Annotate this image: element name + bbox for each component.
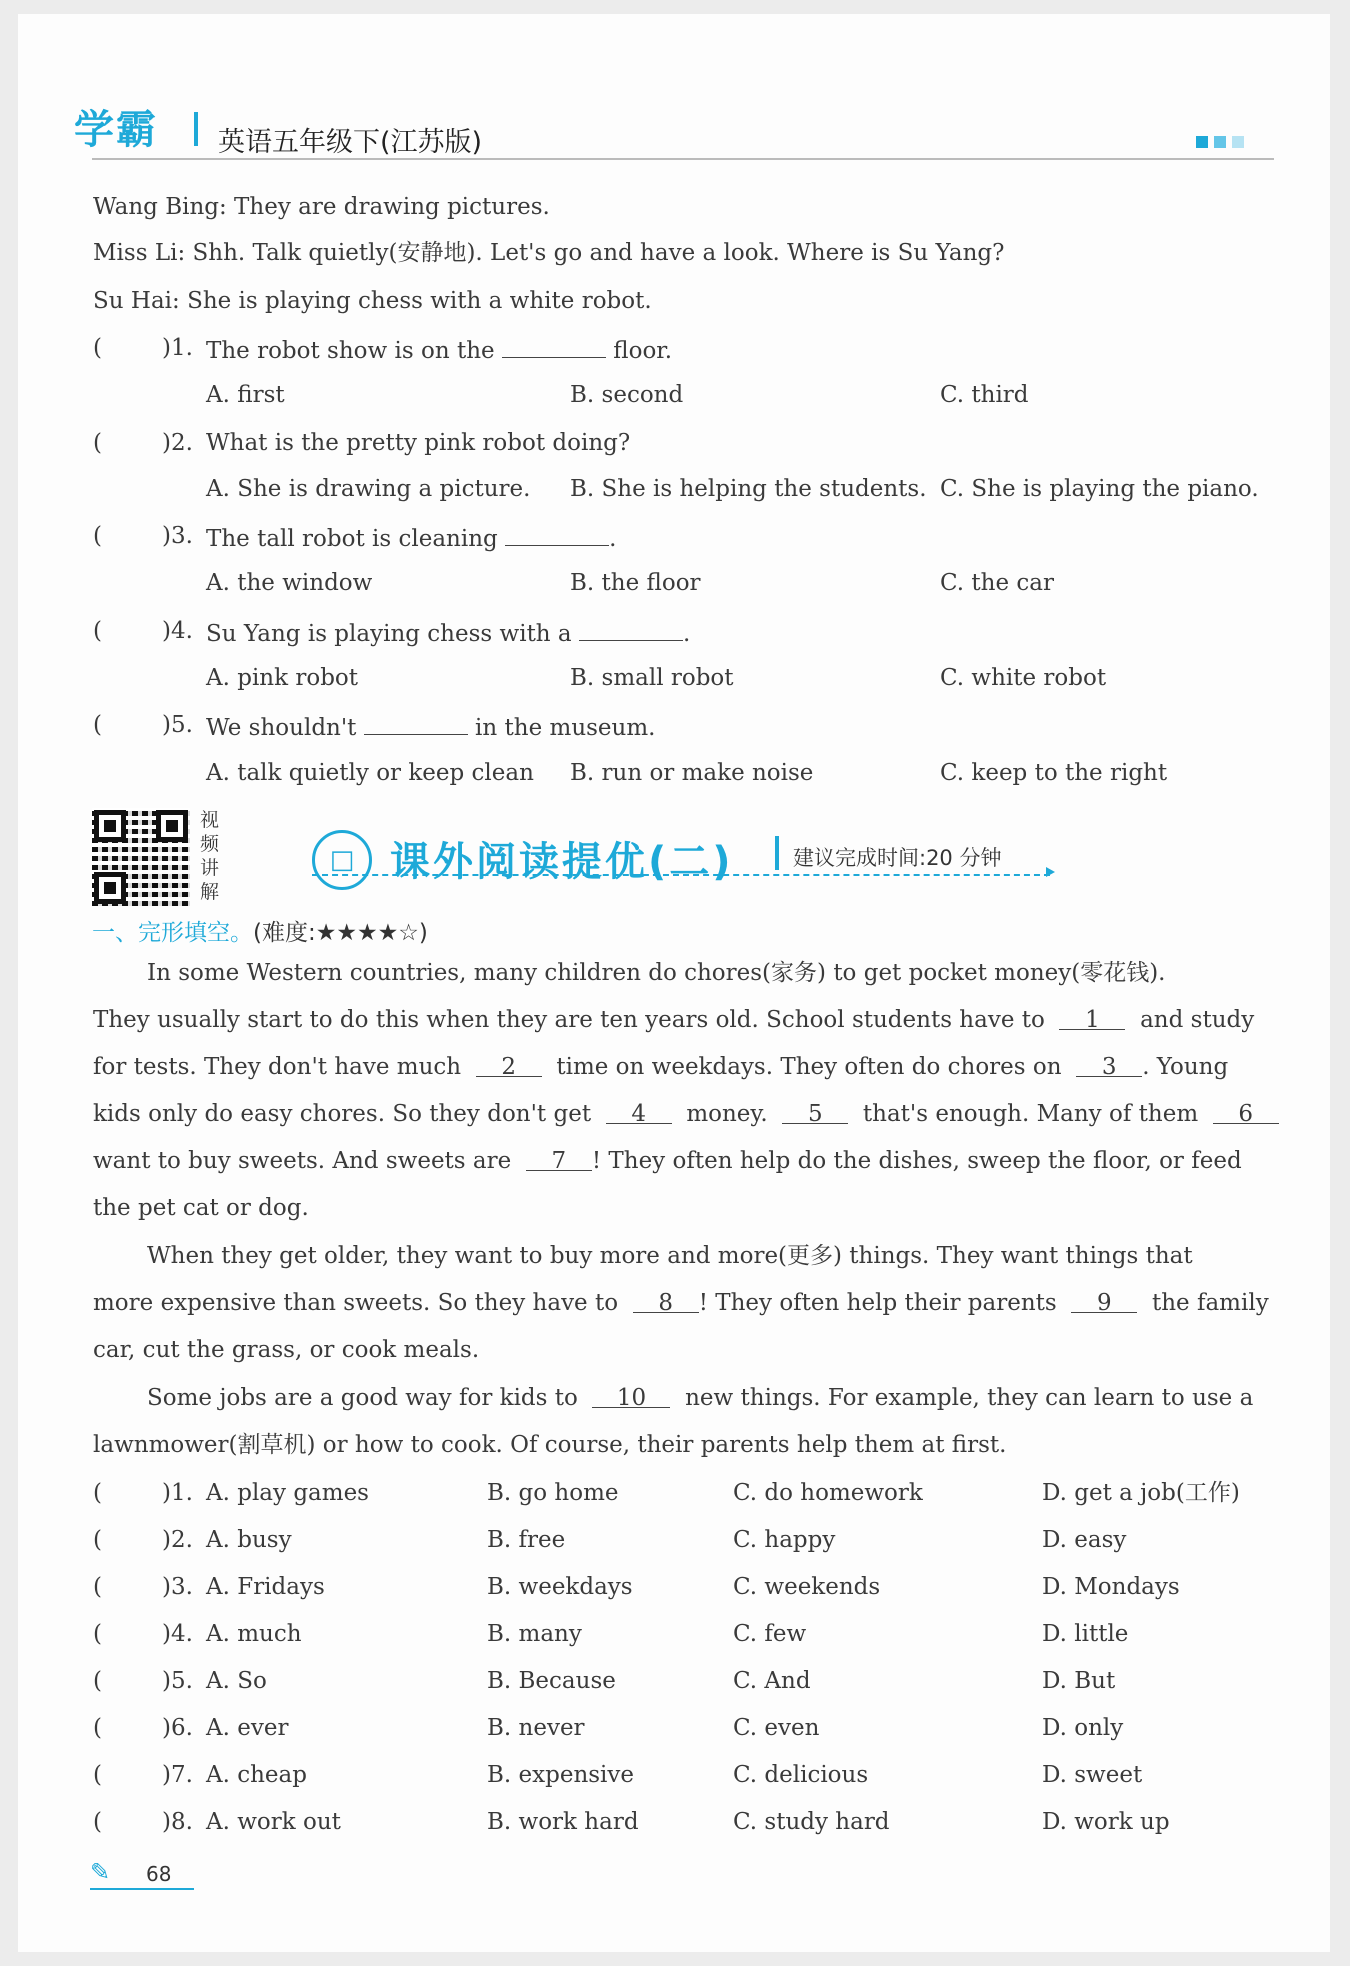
cloze-blank[interactable]: 7 — [526, 1150, 592, 1171]
dialogue-line: Wang Bing: They are drawing pictures. — [93, 194, 550, 220]
cloze-blank[interactable]: 2 — [476, 1056, 542, 1077]
question-stem: Su Yang is playing chess with a . — [206, 621, 691, 647]
option: B. She is helping the students. — [570, 476, 927, 502]
option: C. do homework — [733, 1480, 923, 1506]
option: C. third — [940, 382, 1029, 408]
passage-line: When they get older, they want to buy more and more(更多) things. They want things that — [147, 1243, 1193, 1269]
cloze-blank[interactable]: 10 — [592, 1387, 670, 1408]
question-number: )3. — [162, 1574, 193, 1600]
banner-divider — [775, 836, 779, 870]
passage-line: They usually start to do this when they are ten years old. School students have to 1 and study — [93, 1007, 1255, 1033]
option: C. She is playing the piano. — [940, 476, 1259, 502]
pencil-icon: ✎ — [90, 1858, 111, 1886]
option: B. work hard — [487, 1809, 639, 1835]
question-number: )7. — [162, 1762, 193, 1788]
option: D. work up — [1042, 1809, 1170, 1835]
question-stem: We shouldn't in the museum. — [206, 715, 656, 741]
brand-logo: 学霸 — [74, 107, 158, 153]
answer-paren: ( — [93, 1715, 102, 1741]
qr-code[interactable] — [92, 808, 190, 906]
header-square-icon — [1196, 136, 1208, 148]
answer-paren: ( — [93, 430, 102, 456]
answer-blank[interactable] — [505, 525, 609, 546]
difficulty-rating: (难度:★★★★☆) — [253, 920, 428, 946]
option: A. cheap — [206, 1762, 307, 1788]
option: B. Because — [487, 1668, 616, 1694]
option: B. small robot — [570, 665, 734, 691]
passage-line: kids only do easy chores. So they don't get 4 money. 5 that's enough. Many of them 6 — [93, 1103, 1279, 1126]
answer-blank[interactable] — [502, 337, 606, 358]
section-heading: 一、完形填空。(难度:★★★★☆) — [92, 920, 428, 946]
passage-line: the pet cat or dog. — [93, 1195, 309, 1221]
cloze-blank[interactable]: 8 — [633, 1292, 699, 1313]
question-stem: What is the pretty pink robot doing? — [206, 430, 631, 456]
answer-paren: ( — [93, 1668, 102, 1694]
option: A. first — [206, 382, 285, 408]
header-rule — [92, 158, 1274, 160]
option: C. happy — [733, 1527, 836, 1553]
option: A. ever — [206, 1715, 289, 1741]
option: D. little — [1042, 1621, 1129, 1647]
option: A. the window — [206, 570, 373, 596]
question-number: )1. — [162, 1480, 193, 1506]
question-stem: The tall robot is cleaning . — [206, 526, 617, 552]
video-explanation-label: 视频讲解 — [200, 809, 220, 903]
option: C. even — [733, 1715, 820, 1741]
option: C. delicious — [733, 1762, 869, 1788]
answer-paren: ( — [93, 1621, 102, 1647]
option: A. work out — [206, 1809, 341, 1835]
question-number: )2. — [162, 1527, 193, 1553]
cloze-blank[interactable]: 5 — [782, 1103, 848, 1124]
option: A. She is drawing a picture. — [206, 476, 531, 502]
option: B. run or make noise — [570, 760, 814, 786]
option: C. the car — [940, 570, 1054, 596]
answer-paren: ( — [93, 1527, 102, 1553]
question-number: )2. — [162, 430, 193, 456]
option: B. second — [570, 382, 684, 408]
section-banner-title: 课外阅读提优(二) — [390, 839, 734, 885]
passage-line: lawnmower(割草机) or how to cook. Of course, their parents help them at first. — [93, 1432, 1007, 1458]
option: B. free — [487, 1527, 566, 1553]
option: C. white robot — [940, 665, 1107, 691]
question-number: )3. — [162, 523, 193, 549]
question-number: )5. — [162, 712, 193, 738]
option: C. keep to the right — [940, 760, 1168, 786]
answer-paren: ( — [93, 335, 102, 361]
option: C. study hard — [733, 1809, 890, 1835]
answer-paren: ( — [93, 1480, 102, 1506]
cloze-blank[interactable]: 1 — [1059, 1009, 1125, 1030]
cloze-blank[interactable]: 3 — [1076, 1056, 1142, 1077]
option: A. talk quietly or keep clean — [206, 760, 534, 786]
option: C. And — [733, 1668, 811, 1694]
option: A. play games — [206, 1480, 369, 1506]
option: B. go home — [487, 1480, 619, 1506]
passage-line: for tests. They don't have much 2 time on weekdays. They often do chores on 3 . Young — [93, 1054, 1229, 1080]
option: A. Fridays — [206, 1574, 325, 1600]
passage-line: want to buy sweets. And sweets are 7 ! They often help do the dishes, sweep the floor, or feed — [93, 1148, 1242, 1174]
book-title: 英语五年级下(江苏版) — [218, 127, 483, 158]
suggested-time: 建议完成时间:20 分钟 — [793, 846, 1002, 870]
answer-blank[interactable] — [579, 620, 683, 641]
answer-paren: ( — [93, 1574, 102, 1600]
header-square-icon — [1214, 136, 1226, 148]
option: C. few — [733, 1621, 807, 1647]
dialogue-line: Su Hai: She is playing chess with a white robot. — [93, 288, 652, 314]
option: D. only — [1042, 1715, 1124, 1741]
cloze-blank[interactable]: 9 — [1071, 1292, 1137, 1313]
option: A. So — [206, 1668, 267, 1694]
question-number: )6. — [162, 1715, 193, 1741]
header-square-icon — [1232, 136, 1244, 148]
option: B. weekdays — [487, 1574, 633, 1600]
option: B. many — [487, 1621, 582, 1647]
option: D. get a job(工作) — [1042, 1480, 1240, 1506]
option: B. the floor — [570, 570, 701, 596]
passage-line: Some jobs are a good way for kids to 10 new things. For example, they can learn to use a — [147, 1385, 1254, 1411]
question-number: )8. — [162, 1809, 193, 1835]
cloze-blank[interactable]: 6 — [1213, 1103, 1279, 1124]
option: B. never — [487, 1715, 585, 1741]
passage-line: In some Western countries, many children do chores(家务) to get pocket money(零花钱). — [147, 960, 1166, 986]
banner-dashed-line — [312, 874, 1050, 876]
answer-paren: ( — [93, 523, 102, 549]
answer-blank[interactable] — [364, 714, 468, 735]
option: A. pink robot — [206, 665, 359, 691]
question-stem: The robot show is on the floor. — [206, 338, 673, 364]
answer-paren: ( — [93, 712, 102, 738]
footer-rule — [90, 1888, 194, 1890]
question-number: )5. — [162, 1668, 193, 1694]
book-icon: □ — [312, 830, 372, 890]
cloze-blank[interactable]: 4 — [606, 1103, 672, 1124]
page-number: 68 — [146, 1862, 172, 1886]
option: C. weekends — [733, 1574, 881, 1600]
passage-line: car, cut the grass, or cook meals. — [93, 1337, 480, 1363]
question-number: )4. — [162, 618, 193, 644]
question-number: )4. — [162, 1621, 193, 1647]
option: D. sweet — [1042, 1762, 1143, 1788]
dialogue-line: Miss Li: Shh. Talk quietly(安静地). Let's go and have a look. Where is Su Yang? — [93, 240, 1005, 266]
answer-paren: ( — [93, 618, 102, 644]
passage-line: more expensive than sweets. So they have to 8 ! They often help their parents 9 the family — [93, 1290, 1269, 1316]
option: D. Mondays — [1042, 1574, 1180, 1600]
option: A. much — [206, 1621, 302, 1647]
logo-divider — [194, 112, 198, 146]
arrow-icon — [1046, 867, 1055, 877]
answer-paren: ( — [93, 1762, 102, 1788]
answer-paren: ( — [93, 1809, 102, 1835]
option: A. busy — [206, 1527, 292, 1553]
question-number: )1. — [162, 335, 193, 361]
option: D. easy — [1042, 1527, 1127, 1553]
option: B. expensive — [487, 1762, 635, 1788]
option: D. But — [1042, 1668, 1116, 1694]
